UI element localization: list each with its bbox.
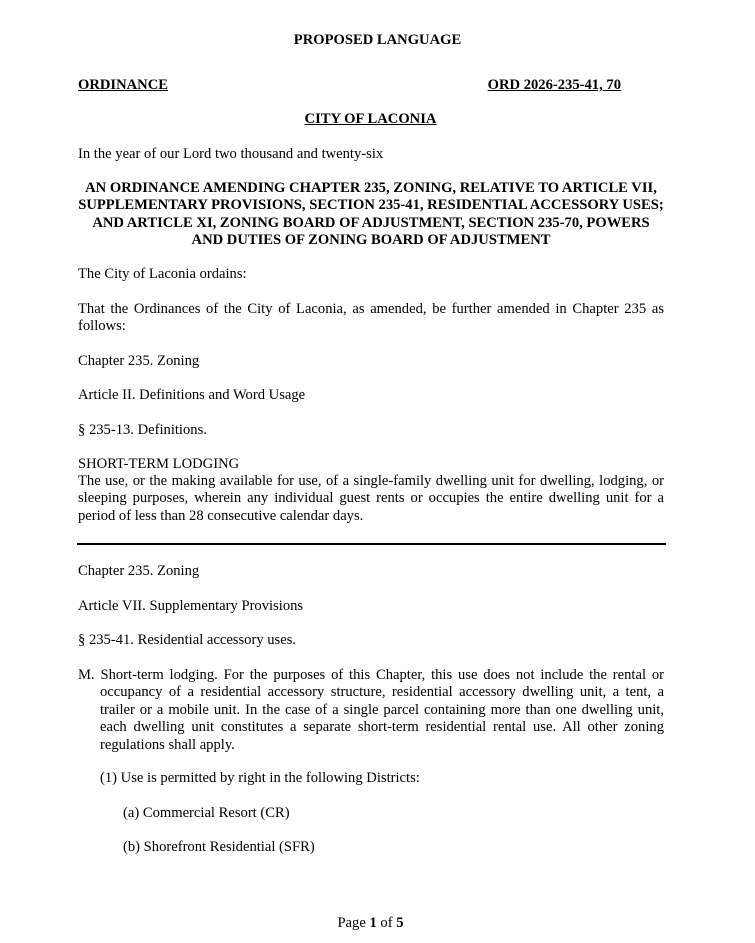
ordinance-heading: AN ORDINANCE AMENDING CHAPTER 235, ZONING, RELATIVE TO ARTICLE VII, SUPPLEMENTARY PROVISIONS, SECTION 235-41, RESIDENTIAL ACCESSORY USES; AND ARTICLE XI, ZONING BOARD OF ADJUSTMENT, SECTION 235-70, POWERS AND DUTIES OF ZONING BOARD OF ADJUSTMENT bbox=[78, 180, 664, 249]
list-item-m: M. Short-term lodging. For the purposes of this Chapter, this use does not include the rental or occupancy of a residential accessory structure, residential accessory dwelling unit, a tent, a trailer or a mobile unit. In the case of a single parcel containing more than one dwelling unit, each dwelling unit constitutes a separate short-term residential rental use. All other zoning regulations shall apply. bbox=[78, 667, 664, 753]
definition-term: SHORT-TERM LODGING bbox=[78, 456, 240, 472]
section-heading-1: § 235-13. Definitions. bbox=[78, 422, 207, 438]
page-total: 5 bbox=[396, 915, 404, 931]
ordinance-number: ORD 2026-235-41, 70 bbox=[487, 77, 621, 93]
chapter-heading-2: Chapter 235. Zoning bbox=[78, 563, 200, 579]
page-label: Page bbox=[337, 915, 366, 931]
section-heading-2: § 235-41. Residential accessory uses. bbox=[78, 632, 297, 648]
article-heading-2: Article VII. Supplementary Provisions bbox=[78, 598, 304, 614]
definition-text: The use, or the making available for use, of a single-family dwelling unit for dwelling, lodging, or sleeping purposes, wherein any individual guest rents or occupies the entire dwelling unit for a period of less than 28 consecutive calendar days. bbox=[78, 473, 664, 524]
section-divider bbox=[77, 543, 666, 545]
list-item-1: (1) Use is permitted by right in the following Districts: bbox=[100, 770, 420, 786]
document-title: PROPOSED LANGUAGE bbox=[293, 32, 462, 48]
ordinance-label: ORDINANCE bbox=[78, 77, 168, 93]
article-heading-1: Article II. Definitions and Word Usage bbox=[78, 387, 306, 403]
chapter-heading-1: Chapter 235. Zoning bbox=[78, 353, 200, 369]
ordains-statement: The City of Laconia ordains: bbox=[78, 266, 247, 282]
year-line: In the year of our Lord two thousand and twenty-six bbox=[78, 146, 384, 162]
list-item-b: (b) Shorefront Residential (SFR) bbox=[123, 839, 315, 855]
amendment-paragraph: That the Ordinances of the City of Laconia, as amended, be further amended in Chapter 235 as follows: bbox=[78, 301, 664, 335]
city-name: CITY OF LACONIA bbox=[304, 111, 437, 127]
page-number bbox=[0, 915, 741, 932]
list-item-a: (a) Commercial Resort (CR) bbox=[123, 805, 290, 821]
page-current: 1 bbox=[369, 915, 377, 931]
page-of: of bbox=[380, 915, 393, 931]
